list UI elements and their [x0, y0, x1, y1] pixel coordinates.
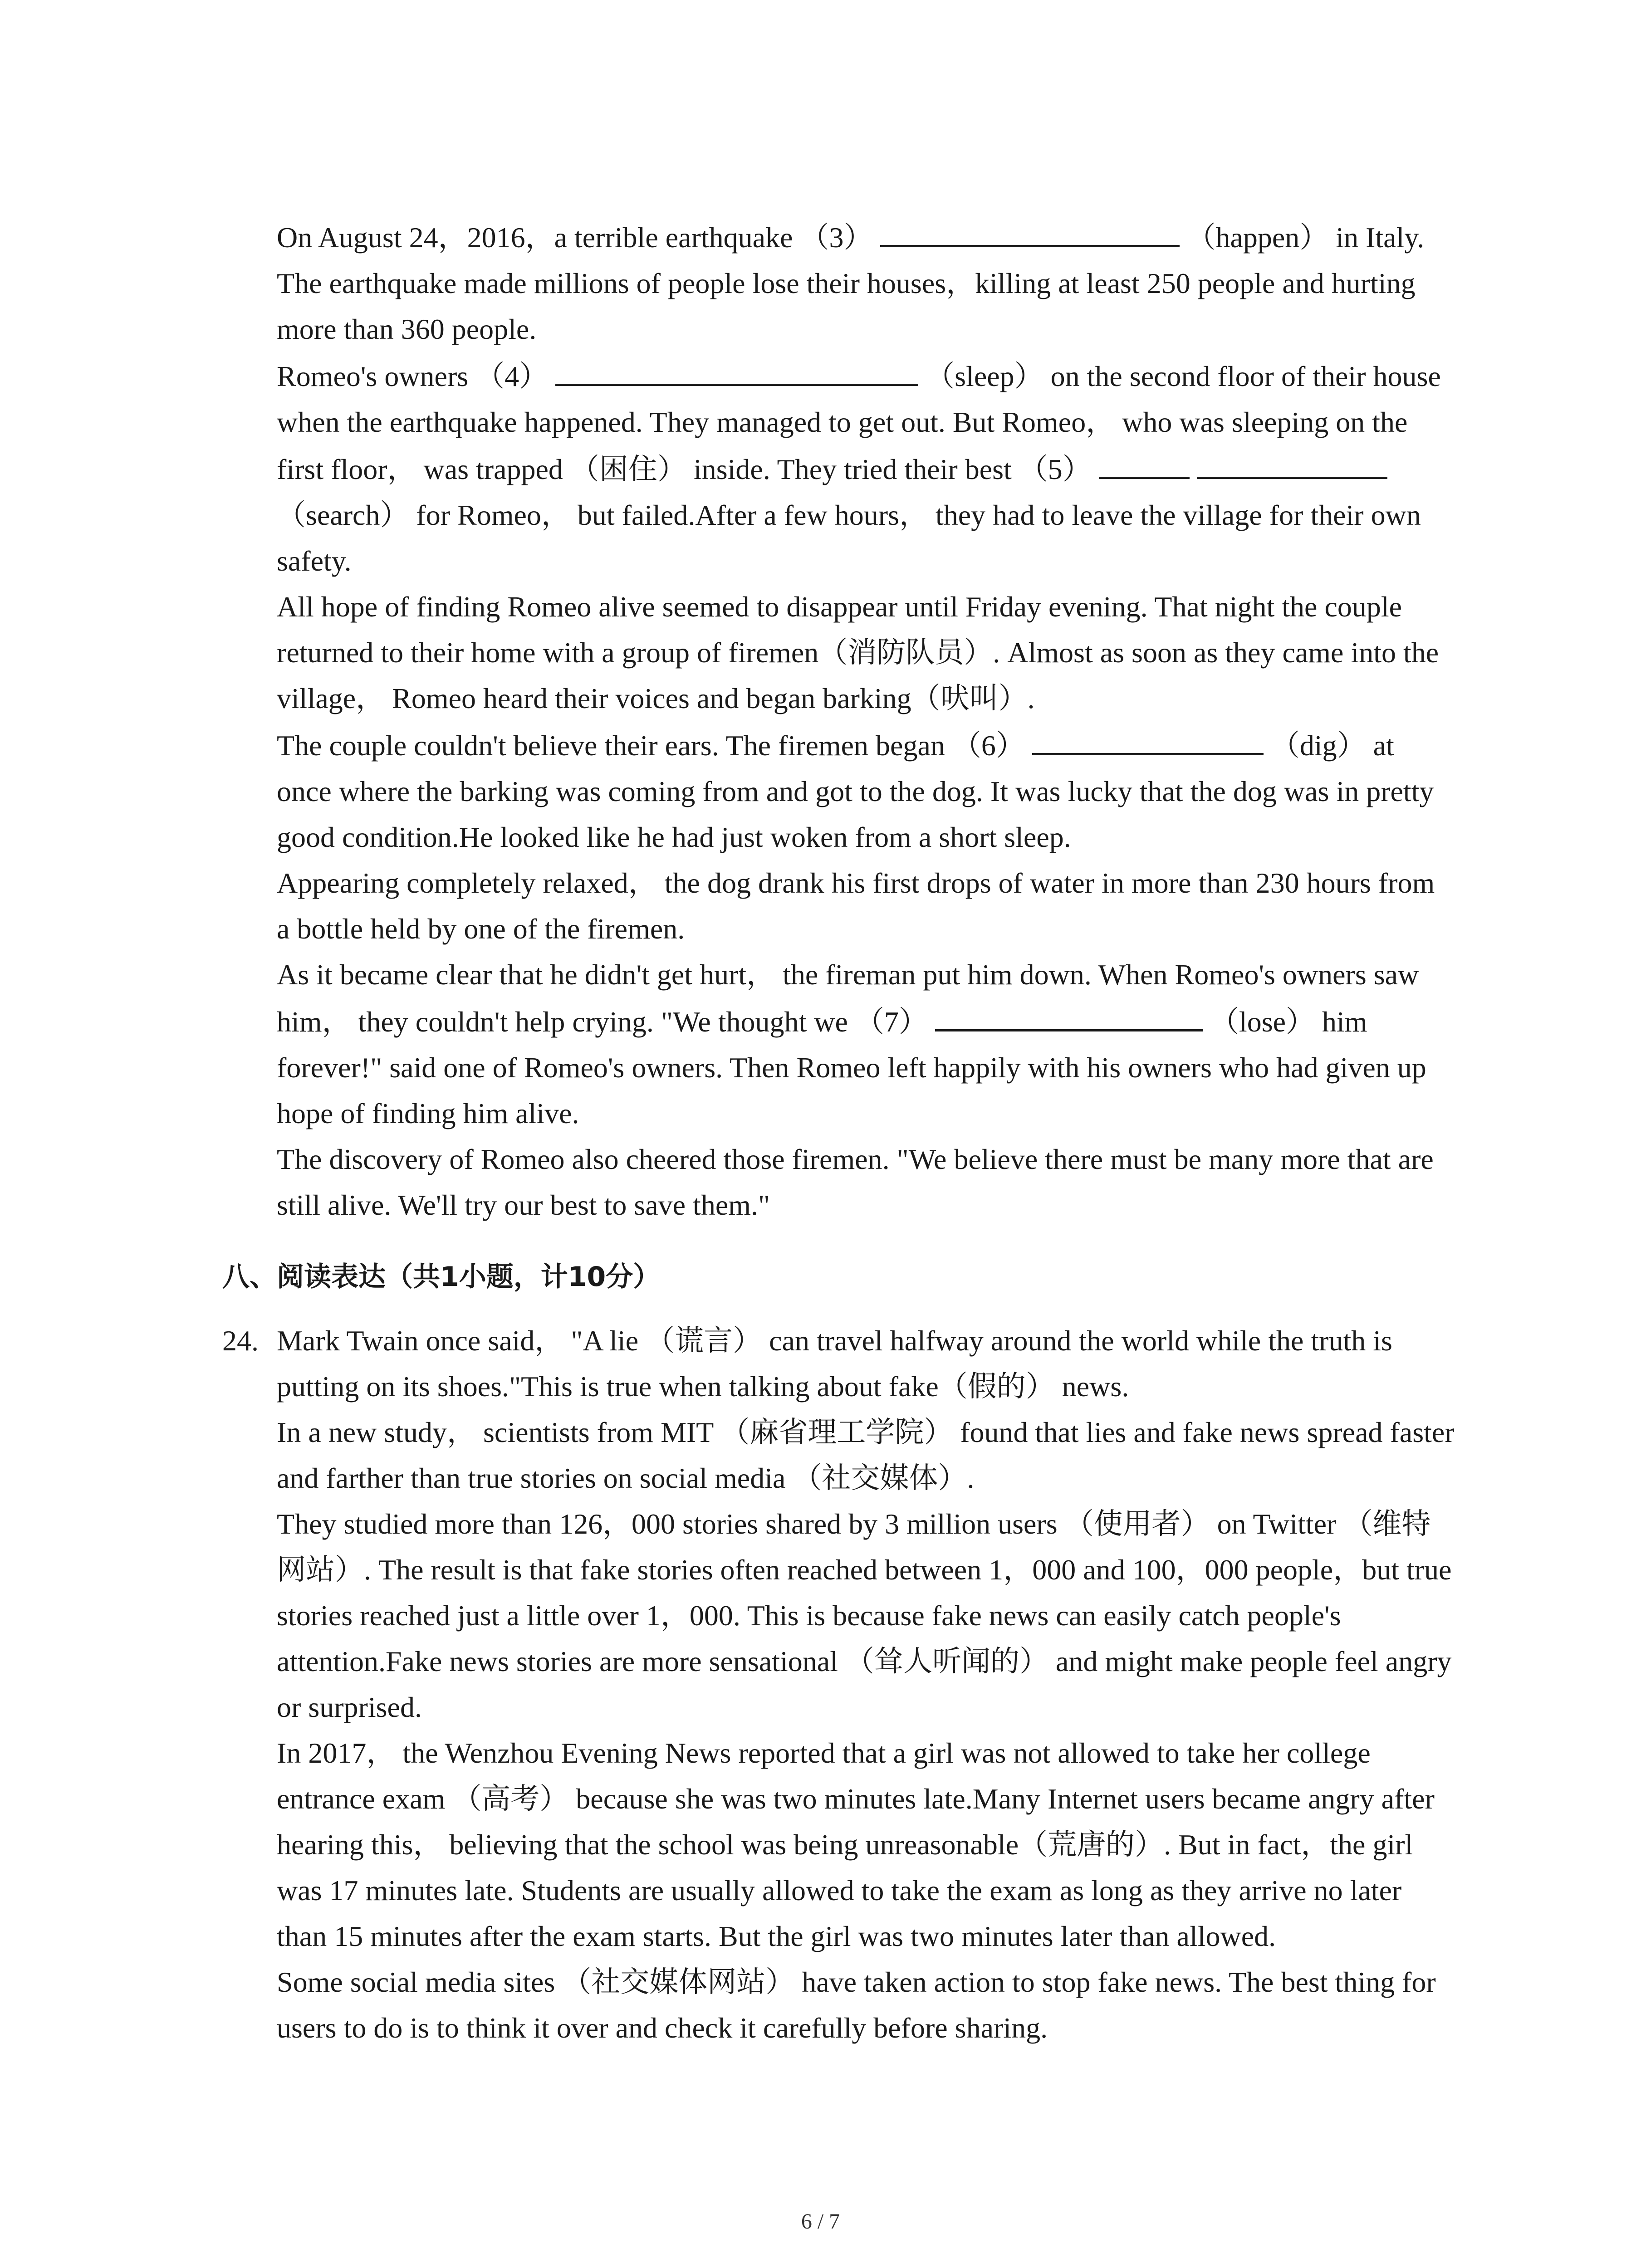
question-number: 24.: [222, 1325, 259, 1357]
reading-passage: [277, 213, 1452, 1228]
paragraph-2: [277, 352, 1452, 584]
section-heading: 八、阅读表达（共1小题，计10分）: [222, 1261, 661, 1293]
paragraph-4: [277, 721, 1452, 860]
paragraph-7: The discovery of Romeo also cheered those firemen. "We believe there must be many more that are still alive. We'll try our best to save them.": [277, 1143, 1434, 1221]
page-number: 6 / 7: [801, 2209, 840, 2234]
paragraph-5: Appearing completely relaxed， the dog drank his first drops of water in more than 230 hours from a bottle held by one of the firemen.: [277, 867, 1435, 945]
paragraph-4-text-b: （dig） at once where the barking was coming from and got to the dog. It was lucky that the dog was in pretty good condition.He looked like he had just woken from a short sleep.: [277, 729, 1434, 853]
paragraph-2-text-a: Romeo's owners （4）: [277, 360, 549, 392]
paragraph-6-text-a: As it became clear that he didn't get hurt， the fireman put him down. When Romeo's owners saw him， they couldn't help crying. "We thought we （7）: [277, 958, 1419, 1038]
q24-paragraph-1: Mark Twain once said， "A lie （谎言） can travel halfway around the world while the truth is putting on its shoes."This is true when talking about fake（假的） news.: [277, 1325, 1392, 1403]
question-24-body: [277, 1318, 1456, 2051]
paragraph-6-text-b: （lose） him forever!" said one of Romeo's owners. Then Romeo left happily with his owners who had given up hope of finding him alive.: [277, 1006, 1426, 1129]
blank-5-part-2[interactable]: [1197, 445, 1387, 479]
paragraph-4-text-a: The couple couldn't believe their ears. The firemen began （6）: [277, 729, 1025, 762]
paragraph-2-text-c: （search） for Romeo， but failed.After a few hours， they had to leave the village for their own safety.: [277, 499, 1421, 577]
paragraph-2-text-b: （sleep） on the second floor of their house when the earthquake happened. They managed to get out. But Romeo， who was sleeping on the first floor， was trapped （困住） inside. They tried their best （5）: [277, 360, 1441, 485]
blank-3[interactable]: [880, 213, 1180, 247]
q24-paragraph-2: In a new study， scientists from MIT （麻省理工学院） found that lies and fake news spread faster and farther than true stories on social media （社交媒体）.: [277, 1416, 1455, 1494]
q24-paragraph-3: They studied more than 126，000 stories shared by 3 million users （使用者） on Twitter （维特网站）. The result is that fake stories often reached between 1，000 and 100，000 people，but true stories reached just a little over 1，000. This is because fake news can easily catch people's attention.Fake news stories are more sensational （耸人听闻的） and might make people feel angry or surprised.: [277, 1508, 1452, 1723]
paragraph-3: All hope of finding Romeo alive seemed to disappear until Friday evening. That night the couple returned to their home with a group of firemen（消防队员）. Almost as soon as they came into the village， Romeo heard their voices and began barking（吠叫）.: [277, 591, 1439, 714]
q24-paragraph-4: In 2017， the Wenzhou Evening News reported that a girl was not allowed to take her college entrance exam （高考） because she was two minutes late.Many Internet users became angry after hearing this， believing that the school was being unreasonable（荒唐的）. But in fact，the girl was 17 minutes late. Students are usually allowed to take the exam as long as they arrive no later than 15 minutes after the exam starts. But the girl was two minutes later than allowed.: [277, 1737, 1435, 1952]
paragraph-1-text-a: On August 24，2016，a terrible earthquake （3）: [277, 221, 873, 254]
blank-6[interactable]: [1032, 721, 1264, 755]
paragraph-1-text-b: （happen） in Italy. The earthquake made millions of people lose their houses，killing at least 250 people and hurting more than 360 people.: [277, 221, 1425, 345]
paragraph-1: [277, 213, 1452, 352]
q24-paragraph-5: Some social media sites （社交媒体网站） have taken action to stop fake news. The best thing for users to do is to think it over and check it carefully before sharing.: [277, 1966, 1436, 2044]
blank-5-part-1[interactable]: [1099, 445, 1190, 479]
blank-4[interactable]: [555, 352, 918, 386]
paragraph-6: [277, 952, 1452, 1136]
blank-7[interactable]: [935, 997, 1203, 1031]
